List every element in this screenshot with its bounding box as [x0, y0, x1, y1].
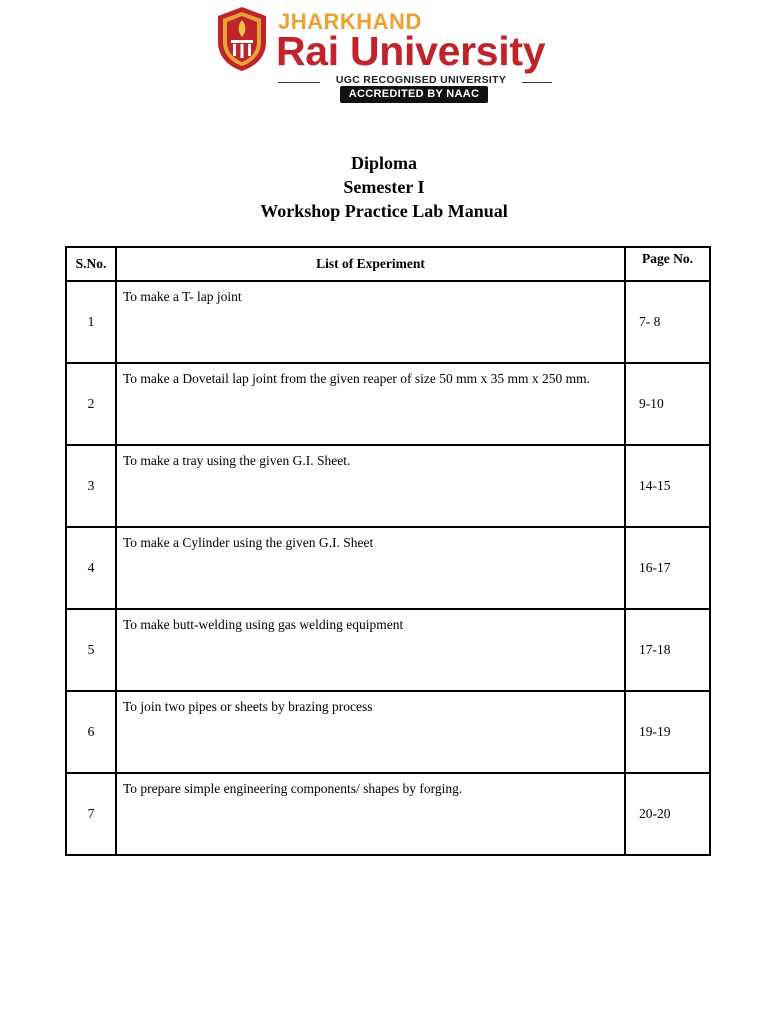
shield-emblem-icon: [216, 6, 268, 72]
row-page: 7- 8: [625, 281, 710, 363]
table-row: [66, 363, 710, 445]
header-sno: S.No.: [66, 247, 116, 281]
row-experiment: To join two pipes or sheets by brazing process: [116, 691, 625, 773]
row-page: 17-18: [625, 609, 710, 691]
row-sno: 6: [66, 691, 116, 773]
row-sno: 1: [66, 281, 116, 363]
logo-divider-right: [522, 82, 552, 83]
experiment-table: [65, 246, 711, 856]
logo-top-text: JHARKHAND: [278, 9, 422, 34]
row-experiment: To prepare simple engineering components/ shapes by forging.: [116, 773, 625, 855]
logo-main-text: Rai University: [276, 28, 546, 74]
row-page: 20-20: [625, 773, 710, 855]
row-experiment: To make a Cylinder using the given G.I. Sheet: [116, 527, 625, 609]
row-page: 16-17: [625, 527, 710, 609]
header-page: Page No.: [625, 247, 710, 281]
row-experiment: To make a T- lap joint: [116, 281, 625, 363]
table-row: [66, 609, 710, 691]
table-row: [66, 281, 710, 363]
row-page: 19-19: [625, 691, 710, 773]
table-row: [66, 773, 710, 855]
logo-ugc-text: UGC RECOGNISED UNIVERSITY: [335, 74, 507, 86]
heading-title: Workshop Practice Lab Manual: [260, 201, 508, 221]
row-sno: 5: [66, 609, 116, 691]
row-experiment: To make butt-welding using gas welding equipment: [116, 609, 625, 691]
row-experiment: To make a tray using the given G.I. Sheet.: [116, 445, 625, 527]
logo-divider-left: [278, 82, 320, 83]
row-sno: 4: [66, 527, 116, 609]
table-row: [66, 527, 710, 609]
table-row: [66, 691, 710, 773]
table-header-row: [66, 247, 710, 281]
heading-program: Diploma: [350, 153, 417, 173]
row-page: 14-15: [625, 445, 710, 527]
header-experiment: List of Experiment: [116, 247, 625, 281]
heading-semester: Semester I: [343, 177, 425, 197]
row-sno: 3: [66, 445, 116, 527]
row-page: 9-10: [625, 363, 710, 445]
row-sno: 2: [66, 363, 116, 445]
row-sno: 7: [66, 773, 116, 855]
row-experiment: To make a Dovetail lap joint from the given reaper of size 50 mm x 35 mm x 250 mm.: [116, 363, 625, 445]
university-logo: [216, 6, 582, 106]
table-row: [66, 445, 710, 527]
logo-naac-badge: ACCREDITED BY NAAC: [340, 86, 488, 103]
